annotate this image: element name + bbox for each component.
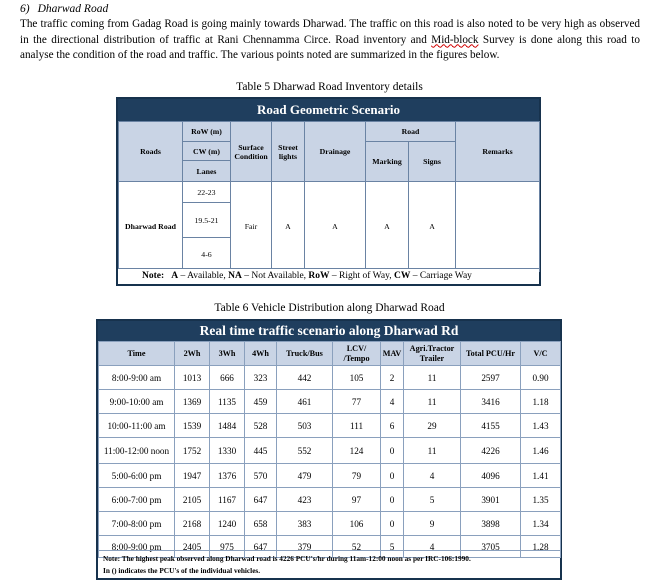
cell-time: 5:00-6:00 pm <box>99 464 175 488</box>
row-road-name: Dharwad Road <box>119 182 183 272</box>
cell: 0.90 <box>521 366 561 390</box>
cell-signs: A <box>409 182 456 272</box>
header-surface: Surface Condition <box>231 122 272 182</box>
header-cw: CW (m) <box>183 142 231 161</box>
cell-time: 9:00-10:00 am <box>99 390 175 414</box>
cell: 503 <box>277 414 333 438</box>
section-heading <box>20 3 108 15</box>
table6-note-line-1: Note: The highest peak observed along Dharwad road is 4226 PCU's/hr during 11am-12:00 noon as per IRC-106:1990. <box>103 554 471 563</box>
cell: 1484 <box>210 414 245 438</box>
t6-header-4wh: 4Wh <box>245 342 277 366</box>
cell: 6 <box>381 414 404 438</box>
paragraph-text-1: The traffic coming from Gadag Road is going mainly towards Dharwad. The traffic on this road is also noted to be very high as observed in the directional distribution of traffic at Rani Chennamma Circe. Road inventory and <box>20 18 640 46</box>
table5-caption: Table 5 Dharwad Road Inventory details <box>236 81 423 93</box>
cell-drainage: A <box>305 182 366 272</box>
table6-grid <box>98 341 561 558</box>
cell: 2405 <box>175 536 210 558</box>
cell-remarks <box>456 182 540 272</box>
cell: 0 <box>381 488 404 512</box>
cell: 4 <box>404 464 461 488</box>
note-abbr-cw: CW <box>393 271 411 281</box>
header-road: Road <box>366 122 456 142</box>
cell: 459 <box>245 390 277 414</box>
cell-time: 10:00-11:00 am <box>99 414 175 438</box>
cell-time: 6:00-7:00 pm <box>99 488 175 512</box>
cell: 4 <box>404 536 461 558</box>
table6-note-line-2: In () indicates the PCU's of the individual vehicles. <box>103 566 261 575</box>
cell: 1013 <box>175 366 210 390</box>
cell-lanes-value: 4-6 <box>183 238 231 272</box>
table5 <box>116 97 541 286</box>
cell: 647 <box>245 536 277 558</box>
note-abbr-row: RoW <box>308 271 330 281</box>
paragraph-text-2: Survey is done along this road to analyse the condition of the road and traffic. The various points noted are summarized in the figures below. <box>20 33 640 61</box>
t6-header-agri: Agri.Tractor Trailer <box>404 342 461 366</box>
header-marking: Marking <box>366 142 409 182</box>
cell: 0 <box>381 438 404 464</box>
cell: 423 <box>277 488 333 512</box>
note-abbr-a: A <box>171 271 179 281</box>
cell: 5 <box>404 488 461 512</box>
cell: 2 <box>381 366 404 390</box>
header-roads: Roads <box>119 122 183 182</box>
cell: 1.18 <box>521 390 561 414</box>
table-row <box>99 390 561 414</box>
cell: 1.28 <box>521 536 561 558</box>
cell: 461 <box>277 390 333 414</box>
table5-title: Road Geometric Scenario <box>118 99 539 121</box>
section-number: 6) <box>20 3 30 15</box>
cell: 666 <box>210 366 245 390</box>
table6-caption: Table 6 Vehicle Distribution along Dharwad Road <box>214 302 445 314</box>
cell: 11 <box>404 366 461 390</box>
cell: 3898 <box>461 512 521 536</box>
cell: 3416 <box>461 390 521 414</box>
t6-header-lcv: LCV/ /Tempo <box>333 342 381 366</box>
header-signs: Signs <box>409 142 456 182</box>
cell: 2105 <box>175 488 210 512</box>
paragraph-spellcheck-word: Mid-block <box>431 33 479 46</box>
header-street-lights: Street lights <box>272 122 305 182</box>
header-drainage: Drainage <box>305 122 366 182</box>
cell-surface: Fair <box>231 182 272 272</box>
cell: 383 <box>277 512 333 536</box>
cell: 1539 <box>175 414 210 438</box>
cell-time: 11:00-12:00 noon <box>99 438 175 464</box>
cell: 323 <box>245 366 277 390</box>
t6-header-time: Time <box>99 342 175 366</box>
note-text-na: – Not Available, <box>241 271 309 281</box>
cell: 0 <box>381 512 404 536</box>
cell: 124 <box>333 438 381 464</box>
cell: 658 <box>245 512 277 536</box>
table6-note <box>98 550 560 578</box>
cell: 1167 <box>210 488 245 512</box>
table-row <box>99 512 561 536</box>
note-text-a: – Available, <box>178 271 229 281</box>
note-abbr-na: NA <box>228 271 242 281</box>
cell: 9 <box>404 512 461 536</box>
cell: 1376 <box>210 464 245 488</box>
cell: 1.46 <box>521 438 561 464</box>
cell: 77 <box>333 390 381 414</box>
cell: 1.43 <box>521 414 561 438</box>
t6-header-truck-bus: Truck/Bus <box>277 342 333 366</box>
cell: 442 <box>277 366 333 390</box>
note-text-row: – Right of Way, <box>329 271 394 281</box>
cell: 2168 <box>175 512 210 536</box>
header-lanes: Lanes <box>183 161 231 182</box>
cell-time: 7:00-8:00 pm <box>99 512 175 536</box>
t6-header-mav: MAV <box>381 342 404 366</box>
cell: 106 <box>333 512 381 536</box>
section-title: Dharwad Road <box>37 3 109 15</box>
cell: 5 <box>381 536 404 558</box>
cell: 3901 <box>461 488 521 512</box>
cell: 1947 <box>175 464 210 488</box>
section-paragraph <box>20 17 640 64</box>
cell: 1.41 <box>521 464 561 488</box>
cell: 52 <box>333 536 381 558</box>
t6-header-3wh: 3Wh <box>210 342 245 366</box>
table6 <box>96 319 562 580</box>
cell: 570 <box>245 464 277 488</box>
cell: 11 <box>404 390 461 414</box>
cell: 97 <box>333 488 381 512</box>
cell: 975 <box>210 536 245 558</box>
cell: 4 <box>381 390 404 414</box>
cell-time: 8:00-9:00 pm <box>99 536 175 558</box>
header-row: RoW (m) <box>183 122 231 142</box>
cell: 4155 <box>461 414 521 438</box>
cell: 528 <box>245 414 277 438</box>
note-label: Note: <box>142 271 165 281</box>
table-row <box>99 366 561 390</box>
t6-header-2wh: 2Wh <box>175 342 210 366</box>
table-row <box>99 464 561 488</box>
cell: 4096 <box>461 464 521 488</box>
cell-street-lights: A <box>272 182 305 272</box>
table5-grid <box>118 121 540 272</box>
cell: 1330 <box>210 438 245 464</box>
table-row <box>99 438 561 464</box>
cell: 0 <box>381 464 404 488</box>
cell: 445 <box>245 438 277 464</box>
cell: 29 <box>404 414 461 438</box>
table6-header-row <box>99 342 561 366</box>
cell-time: 8:00-9:00 am <box>99 366 175 390</box>
cell: 1.35 <box>521 488 561 512</box>
table5-note <box>118 268 539 284</box>
cell: 1752 <box>175 438 210 464</box>
cell: 105 <box>333 366 381 390</box>
cell: 11 <box>404 438 461 464</box>
cell-cw-value: 19.5-21 <box>183 203 231 238</box>
table-row <box>99 414 561 438</box>
cell-row-value: 22-23 <box>183 182 231 203</box>
cell: 1.34 <box>521 512 561 536</box>
cell-marking: A <box>366 182 409 272</box>
cell: 479 <box>277 464 333 488</box>
cell: 552 <box>277 438 333 464</box>
cell: 379 <box>277 536 333 558</box>
table-row <box>99 488 561 512</box>
note-text-cw: – Carriage Way <box>410 271 472 281</box>
cell: 4226 <box>461 438 521 464</box>
cell: 1135 <box>210 390 245 414</box>
cell: 79 <box>333 464 381 488</box>
table6-title: Real time traffic scenario along Dharwad Rd <box>98 321 560 341</box>
cell: 111 <box>333 414 381 438</box>
cell: 647 <box>245 488 277 512</box>
cell: 3705 <box>461 536 521 558</box>
t6-header-vc: V/C <box>521 342 561 366</box>
cell: 1369 <box>175 390 210 414</box>
cell: 1240 <box>210 512 245 536</box>
header-remarks: Remarks <box>456 122 540 182</box>
cell: 2597 <box>461 366 521 390</box>
t6-header-total-pcu: Total PCU/Hr <box>461 342 521 366</box>
